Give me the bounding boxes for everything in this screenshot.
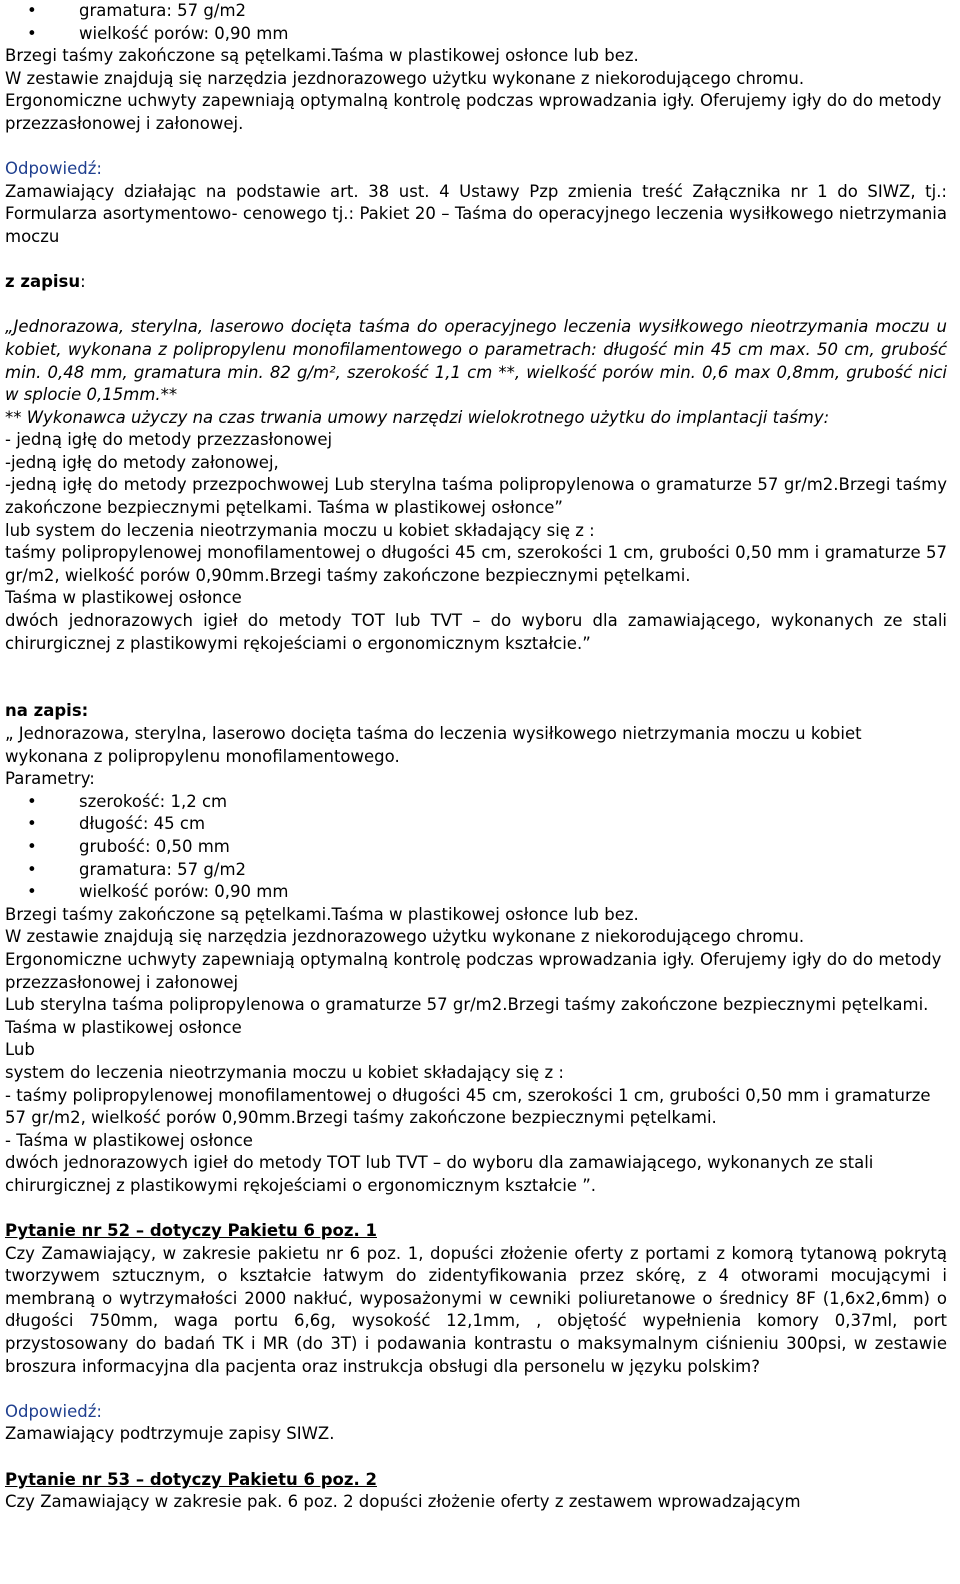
paragraph: Taśma w plastikowej osłonce — [5, 588, 242, 608]
paragraph: dwóch jednorazowych igieł do metody TOT lub TVT – do wyboru dla zamawiającego, wykonanych ze stali chirurgicznej z plastikowymi rękojeściami o ergonomicznym kształcie ”. — [5, 1153, 874, 1195]
paragraph: „Jednorazowa, sterylna, laserowo docięta taśma do operacyjnego leczenia wysiłkowego nieotrzymania moczu u kobiet, wykonana z polipropylenu monofilamentowego o parametrach: długość min 45 cm max. 50 cm, grubość min. 0,48 mm, gramatura min. 82 g/m², szerokość 1,1 cm **, wielkość porów min. 0,6 max 0,8mm, grubość nici w splocie 0,15mm.** — [5, 317, 947, 405]
list-item: • gramatura: 57 g/m2 — [5, 0, 947, 23]
document-page — [5, 0, 947, 1514]
question-52-title: Pytanie nr 52 – dotyczy Pakietu 6 poz. 1 — [5, 1221, 377, 1241]
section-label-to: na zapis: — [5, 701, 89, 721]
params-label: Parametry: — [5, 769, 95, 789]
paragraph: W zestawie znajdują się narzędzia jezdnorazowego użytku wykonane z niekorodującego chromu. — [5, 927, 805, 947]
paragraph: lub system do leczenia nieotrzymania moczu u kobiet składający się z : — [5, 520, 595, 540]
paragraph: taśmy polipropylenowej monofilamentowej o długości 45 cm, szerokości 1 cm, grubości 0,50 mm i gramaturze 57 gr/m2, wielkość porów 0,90mm.Brzegi taśmy zakończone bezpiecznymi pętelkami. — [5, 543, 947, 585]
list-item: • gramatura: 57 g/m2 — [5, 859, 947, 882]
paragraph: Brzegi taśmy zakończone są pętelkami.Taśma w plastikowej osłonce lub bez. — [5, 904, 639, 924]
paragraph: „ Jednorazowa, sterylna, laserowo docięta taśma do leczenia wysiłkowego nietrzymania moczu u kobiet wykonana z polipropylenu monofilamentowego. — [5, 724, 862, 766]
question-53-title: Pytanie nr 53 – dotyczy Pakietu 6 poz. 2 — [5, 1469, 377, 1489]
paragraph: - taśmy polipropylenowej monofilamentowej o długości 45 cm, szerokości 1 cm, grubości 0,50 mm i gramaturze 57 gr/m2, wielkość porów 0,90mm.Brzegi taśmy zakończone bezpiecznymi pętelkami. — [5, 1085, 931, 1128]
paragraph: dwóch jednorazowych igieł do metody TOT lub TVT – do wyboru dla zamawiającego, wykonanych ze stali chirurgicznej z plastikowymi rękojeściami o ergonomicznym kształcie.” — [5, 611, 947, 653]
list-item: • grubość: 0,50 mm — [5, 836, 947, 859]
paragraph: system do leczenia nieotrzymania moczu u kobiet składający się z : — [5, 1062, 564, 1082]
answer-label: Odpowiedź: — [5, 1401, 102, 1421]
answer-label: Odpowiedź: — [5, 159, 102, 179]
list-item: • długość: 45 cm — [5, 813, 947, 836]
section-label-from: z zapisu: — [5, 272, 86, 292]
question-53-text: Czy Zamawiający w zakresie pak. 6 poz. 2 dopuści złożenie oferty z zestawem wprowadzającym — [5, 1492, 801, 1512]
answer-text: Zamawiający działając na podstawie art. 38 ust. 4 Ustawy Pzp zmienia treść Załącznika nr 1 do SIWZ, tj.: Formularza asortymentowo- cenowego tj.: Pakiet 20 – Taśma do operacyjnego leczenia wysiłkowego nietrzymania moczu — [5, 181, 947, 246]
params-list — [5, 791, 947, 904]
paragraph: Ergonomiczne uchwyty zapewniają optymalną kontrolę podczas wprowadzania igły. Oferujemy igły do do metody przezzasłonowej i załonowej — [5, 949, 942, 992]
list-item: • szerokość: 1,2 cm — [5, 791, 947, 814]
paragraph: W zestawie znajdują się narzędzia jezdnorazowego użytku wykonane z niekorodującego chromu. — [5, 68, 805, 88]
paragraph: Ergonomiczne uchwyty zapewniają optymalną kontrolę podczas wprowadzania igły. Oferujemy igły do do metody przezzasłonowej i załonowej. — [5, 91, 942, 133]
paragraph: - Taśma w plastikowej osłonce — [5, 1130, 253, 1150]
answer-text: Zamawiający podtrzymuje zapisy SIWZ. — [5, 1424, 335, 1444]
paragraph: Lub — [5, 1040, 35, 1060]
top-bullet-list — [5, 0, 947, 45]
paragraph: Brzegi taśmy zakończone są pętelkami.Taśma w plastikowej osłonce lub bez. — [5, 46, 639, 66]
paragraph: - jedną igłę do metody przezzasłonowej — [5, 430, 333, 450]
paragraph: Lub sterylna taśma polipropylenowa o gramaturze 57 gr/m2.Brzegi taśmy zakończone bezpiecznymi pętelkami. Taśma w plastikowej osłonce — [5, 995, 929, 1037]
list-item: • wielkość porów: 0,90 mm — [5, 881, 947, 904]
paragraph: -jedną igłę do metody załonowej, — [5, 452, 279, 472]
paragraph: -jedną igłę do metody przezpochwowej Lub sterylna taśma polipropylenowa o gramaturze 57 gr/m2.Brzegi taśmy zakończone bezpiecznymi pętelkami. Taśma w plastikowej osłonce” — [5, 475, 947, 518]
paragraph: ** Wykonawca użyczy na czas trwania umowy narzędzi wielokrotnego użytku do implantacji taśmy: — [5, 407, 830, 427]
list-item: • wielkość porów: 0,90 mm — [5, 23, 947, 46]
question-52-text: Czy Zamawiający, w zakresie pakietu nr 6 poz. 1, dopuści złożenie oferty z portami z komorą tytanową pokrytą tworzywem sztucznym, o kształcie łatwym do zidentyfikowania przez skórę, z 4 otworami mocującymi i membraną o wytrzymałości 2000 nakłuć, wyposażonymi w cewniki poliuretanowe o średnicy 8F (1,6x2,6mm) o długości 750mm, waga portu 6,6g, wysokość 12,1mm, , objętość wypełnienia komory 0,37ml, port przystosowany do badań TK i MR (do 3T) i podawania kontrastu o maksymalnym ciśnieniu 300psi, w zestawie broszura informacyjna dla pacjenta oraz instrukcja obsługi dla personelu w języku polskim? — [5, 1243, 947, 1376]
